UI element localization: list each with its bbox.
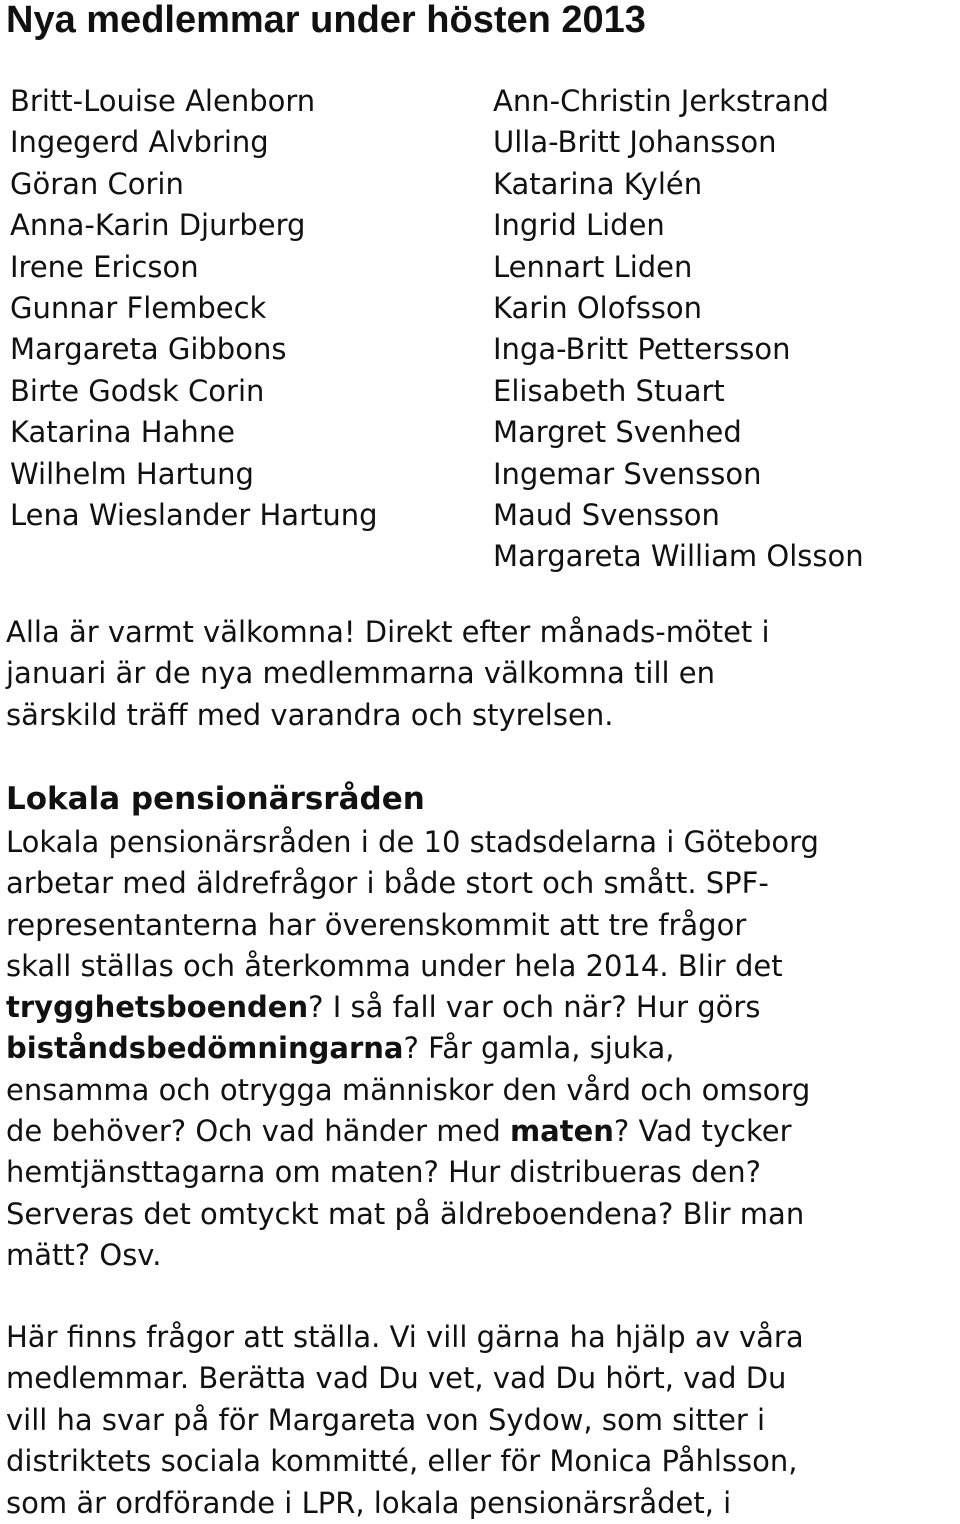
new-members-list-left: [10, 81, 378, 536]
welcome-paragraph: [6, 612, 956, 736]
text-line: särskild träff med varandra och styrelsen.: [6, 697, 614, 732]
text-line: arbetar med äldrefrågor i både stort och smått. SPF-: [6, 866, 769, 901]
member-name: Lennart Liden: [493, 249, 693, 284]
section-heading: Lokala pensionärsråden: [6, 781, 425, 817]
member-name: Margareta William Olsson: [493, 539, 864, 574]
member-name: Irene Ericson: [10, 249, 199, 284]
emphasis-text: trygghetsboenden: [6, 990, 309, 1025]
member-name: Maud Svensson: [493, 498, 720, 533]
text-line: [6, 1028, 958, 1069]
member-name: Lena Wieslander Hartung: [10, 498, 378, 533]
member-name: Ann-Christin Jerkstrand: [493, 84, 829, 118]
text-fragment: de behöver? Och vad händer med: [6, 1114, 510, 1149]
text-line: januari är de nya medlemmarna välkomna till en: [6, 656, 716, 691]
member-name: Gunnar Flembeck: [10, 291, 267, 326]
emphasis-text: maten: [509, 1114, 614, 1149]
new-members-list-right: [493, 81, 864, 578]
text-line: Lokala pensionärsråden i de 10 stadsdelarna i Göteborg: [6, 825, 819, 859]
member-name: Katarina Kylén: [493, 166, 703, 201]
member-name: Margareta Gibbons: [10, 332, 287, 367]
text-fragment: ? I så fall var och när? Hur görs: [308, 990, 761, 1025]
member-name: Ingegerd Alvbring: [10, 125, 269, 160]
text-line: ensamma och otrygga människor den vård och omsorg: [6, 1072, 811, 1107]
text-line: Serveras det omtyckt mat på äldreboendena? Blir man: [6, 1196, 805, 1231]
member-name: Elisabeth Stuart: [493, 373, 725, 408]
text-line: vill ha svar på för Margareta von Sydow, som sitter i: [6, 1402, 766, 1437]
member-name: Karin Olofsson: [493, 291, 703, 326]
text-line: representanterna har överenskommit att tre frågor: [6, 907, 747, 942]
text-line: distriktets sociala kommitté, eller för Monica Påhlsson,: [6, 1444, 798, 1479]
member-name: Ulla-Britt Johansson: [493, 125, 777, 160]
text-line: medlemmar. Berätta vad Du vet, vad Du hört, vad Du: [6, 1361, 787, 1396]
member-name: Ingemar Svensson: [493, 456, 762, 491]
text-line: mätt? Osv.: [6, 1237, 162, 1272]
emphasis-text: biståndsbedömningarna: [6, 1031, 404, 1066]
text-line: Här finns frågor att ställa. Vi vill gärna ha hjälp av våra: [6, 1320, 804, 1354]
closing-paragraph: [6, 1317, 958, 1524]
text-line: skall ställas och återkomma under hela 2014. Blir det: [6, 948, 783, 983]
member-name: Anna-Karin Djurberg: [10, 208, 306, 243]
text-fragment: ? Vad tycker: [613, 1114, 792, 1149]
text-line: [6, 1111, 958, 1152]
pension-council-paragraph: [6, 822, 958, 1276]
text-line: [6, 987, 958, 1028]
member-name: Göran Corin: [10, 166, 184, 201]
member-name: Katarina Hahne: [10, 415, 235, 450]
text-line: Alla är varmt välkomna! Direkt efter månads-mötet i: [6, 615, 770, 649]
member-name: Wilhelm Hartung: [10, 456, 254, 491]
member-name: Margret Svenhed: [493, 415, 742, 450]
text-line: som är ordförande i LPR, lokala pensionärsrådet, i: [6, 1485, 732, 1520]
member-name: Birte Godsk Corin: [10, 373, 265, 408]
page-title: Nya medlemmar under hösten 2013: [6, 0, 646, 41]
member-name: Inga-Britt Pettersson: [493, 332, 791, 367]
member-name: Ingrid Liden: [493, 208, 665, 243]
text-line: hemtjänsttagarna om maten? Hur distribueras den?: [6, 1155, 761, 1190]
text-fragment: ? Får gamla, sjuka,: [403, 1031, 675, 1066]
member-name: Britt-Louise Alenborn: [10, 84, 316, 118]
